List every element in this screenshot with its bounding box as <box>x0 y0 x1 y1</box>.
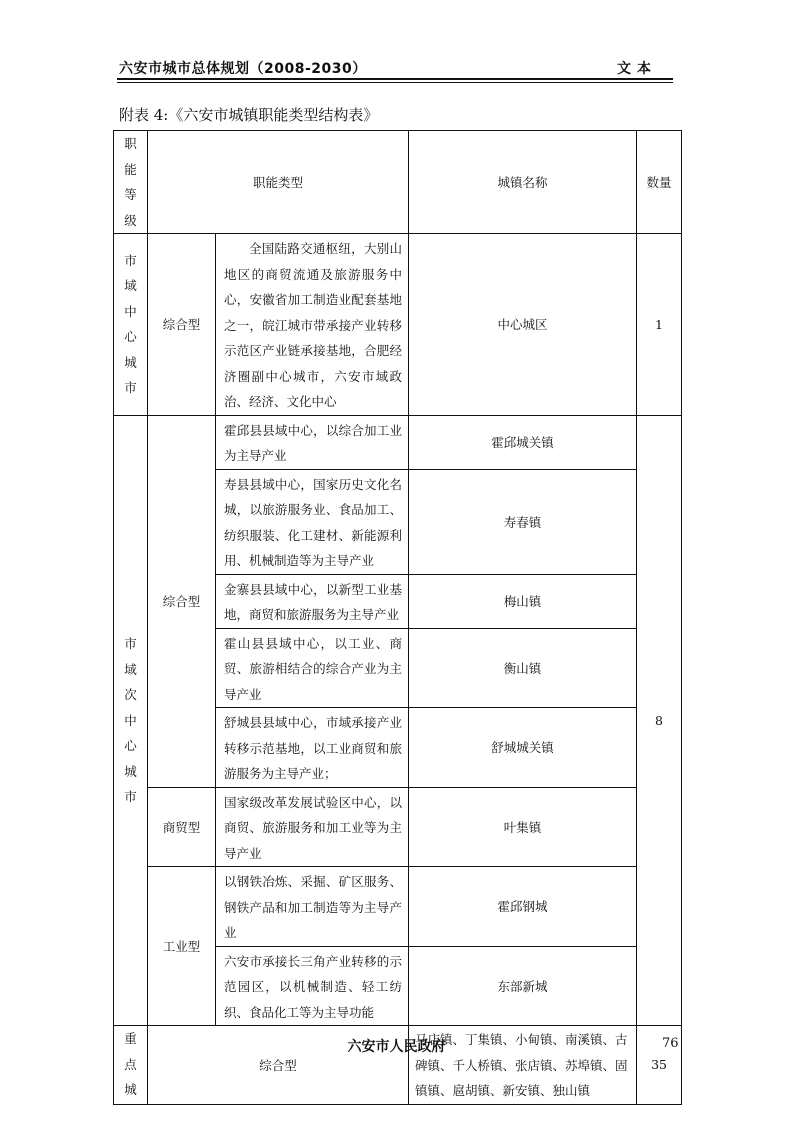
type-cell: 综合型 <box>148 415 216 787</box>
town-cell: 东部新城 <box>409 946 637 1026</box>
level-cell: 重点城 <box>124 1031 137 1097</box>
level-cell: 市域次中心城市 <box>124 636 137 804</box>
desc-cell: 六安市承接长三角产业转移的示范园区，以机械制造、轻工纺织、食品化工等为主导功能 <box>216 946 409 1026</box>
table-row <box>114 867 682 947</box>
town-cell: 霍邱城关镇 <box>409 415 637 469</box>
desc-cell: 霍邱县县域中心，以综合加工业为主导产业 <box>216 415 409 469</box>
table-row <box>114 234 682 416</box>
page-number: 76 <box>662 1036 679 1051</box>
count-cell: 8 <box>637 415 682 1026</box>
header-section: 文本 <box>617 61 657 77</box>
count-cell: 35 <box>637 1026 682 1105</box>
type-cell: 商贸型 <box>148 787 216 867</box>
type-cell: 综合型 <box>148 1026 409 1105</box>
header-town: 城镇名称 <box>409 131 637 234</box>
town-cell: 寿春镇 <box>409 469 637 574</box>
desc-cell: 霍山县县域中心，以工业、商贸、旅游相结合的综合产业为主导产业 <box>216 628 409 708</box>
header-title: 六安市城市总体规划（2008-2030） <box>119 61 367 77</box>
table-header-row <box>114 131 682 234</box>
town-cell: 舒城城关镇 <box>409 708 637 788</box>
footer-org: 六安市人民政府 <box>347 1039 446 1055</box>
level-cell: 市域中心城市 <box>124 252 137 396</box>
desc-cell: 舒城县县域中心，市域承接产业转移示范基地，以工业商贸和旅游服务为主导产业； <box>216 708 409 788</box>
count-cell: 1 <box>637 234 682 416</box>
table-row <box>114 415 682 469</box>
town-cell: 衡山镇 <box>409 628 637 708</box>
header-type: 职能类型 <box>148 131 409 234</box>
header-rule-thin <box>117 82 673 83</box>
header-level: 职能等级 <box>124 136 137 228</box>
town-cell: 霍邱钢城 <box>409 867 637 947</box>
town-cell: 梅山镇 <box>409 574 637 628</box>
desc-cell: 寿县县域中心，国家历史文化名城，以旅游服务业、食品加工、纺织服装、化工建材、新能源利用、机械制造等为主导产业 <box>216 469 409 574</box>
desc-cell: 金寨县县域中心，以新型工业基地，商贸和旅游服务为主导产业 <box>216 574 409 628</box>
town-cell: 叶集镇 <box>409 787 637 867</box>
type-cell: 工业型 <box>148 867 216 1026</box>
town-cell: 马店镇、丁集镇、小甸镇、南溪镇、古碑镇、千人桥镇、张店镇、苏埠镇、固镇镇、扈胡镇、新安镇、独山镇 <box>409 1026 637 1105</box>
table-caption: 附表 4:《六安市城镇职能类型结构表》 <box>119 106 379 124</box>
town-cell: 中心城区 <box>409 234 637 416</box>
desc-cell: 全国陆路交通枢纽，大别山地区的商贸流通及旅游服务中心，安徽省加工制造业配套基地之一，皖江城市带承接产业转移示范区产业链承接基地，合肥经济圈副中心城市，六安市域政治、经济、文化中心 <box>216 234 409 416</box>
type-cell: 综合型 <box>148 234 216 416</box>
desc-cell: 国家级改革发展试验区中心，以商贸、旅游服务和加工业等为主导产业 <box>216 787 409 867</box>
desc-cell: 以钢铁冶炼、采掘、矿区服务、钢铁产品和加工制造等为主导产业 <box>216 867 409 947</box>
function-structure-table <box>113 130 682 1105</box>
header-count: 数量 <box>637 131 682 234</box>
table-row <box>114 787 682 867</box>
header-rule <box>117 78 673 80</box>
